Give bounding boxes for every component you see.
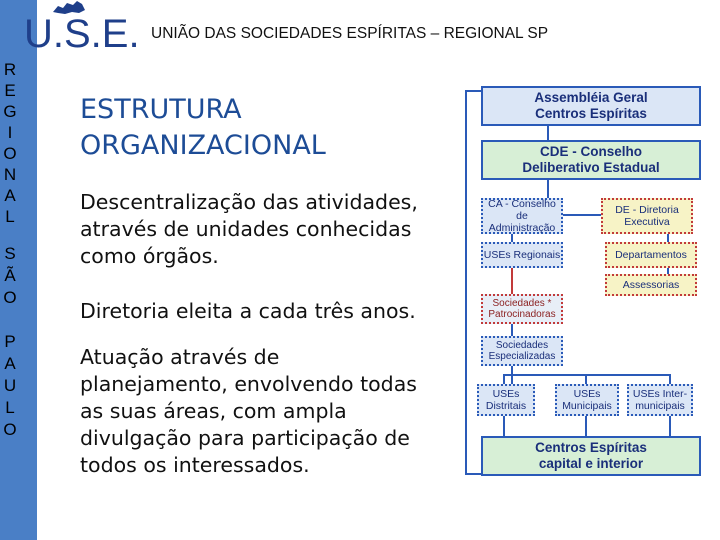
sidebar-letter: P — [4, 332, 16, 351]
sidebar-letter: A — [4, 354, 16, 373]
sidebar-letter: R — [3, 60, 17, 79]
bullet-directorate — [80, 298, 416, 325]
connector-line — [511, 266, 513, 294]
page-header-title: UNIÃO DAS SOCIEDADES ESPÍRITAS – REGIONAL SP — [151, 25, 549, 42]
bullet-line: através de unidades conhecidas — [80, 217, 412, 241]
bullet-line: planejamento, envolvendo todas — [80, 372, 417, 396]
connector-line — [465, 90, 481, 92]
sidebar-letter: E — [4, 81, 16, 100]
bullet-decentralization — [80, 189, 418, 270]
bullet-planning — [80, 344, 417, 479]
de-box: DE - Diretoria Executiva — [601, 198, 693, 234]
bullet-line: Diretoria eleita a cada três anos. — [80, 299, 416, 323]
sidebar-letter: S — [4, 244, 16, 263]
connector-line — [503, 416, 505, 436]
sociedades-patrocinadoras-box: Sociedades * Patrocinadoras — [481, 294, 563, 324]
connector-line — [669, 416, 671, 436]
connector-line — [503, 374, 671, 376]
uses-intermunicipais-box: USEs Inter- municipais — [627, 384, 693, 416]
uses-distritais-box: USEs Distritais — [477, 384, 535, 416]
page-title — [80, 92, 326, 164]
sidebar-letter: U — [3, 376, 17, 395]
sidebar-letter: O — [3, 420, 17, 439]
cde-box: CDE - Conselho Deliberativo Estadual — [481, 140, 701, 180]
connector-line — [503, 374, 505, 384]
bullet-line: Atuação através de — [80, 345, 280, 369]
sociedades-especializadas-box: Sociedades Especializadas — [481, 336, 563, 366]
sidebar-letter: O — [3, 288, 17, 307]
connector-line — [585, 416, 587, 436]
assessorias-box: Assessorias — [605, 274, 697, 296]
connector-line — [669, 374, 671, 384]
bullet-line: Descentralização das atividades, — [80, 190, 418, 214]
connector-line — [561, 214, 601, 216]
sidebar-letter: A — [4, 186, 16, 205]
uses-regionais-box: USEs Regionais — [481, 242, 563, 268]
bullet-line: todos os interessados. — [80, 453, 310, 477]
title-line: ORGANIZACIONAL — [80, 130, 326, 161]
connector-line — [465, 90, 467, 475]
connector-line — [585, 374, 587, 384]
bullet-line: como órgãos. — [80, 244, 219, 268]
centros-espiritas-box: Centros Espíritas capital e interior — [481, 436, 701, 476]
assembleia-geral-box: Assembléia Geral Centros Espíritas — [481, 86, 701, 126]
bullet-line: divulgação para participação de — [80, 426, 410, 450]
sidebar-letter: L — [5, 207, 15, 226]
sidebar-letter: L — [5, 398, 15, 417]
org-chart — [461, 82, 705, 482]
connector-line — [465, 473, 481, 475]
sidebar-letter: Ã — [4, 266, 16, 285]
bullet-line: as suas áreas, com ampla — [80, 399, 347, 423]
sidebar-letter: N — [3, 165, 17, 184]
sidebar-letter: I — [7, 123, 13, 142]
use-logo: U.S.E. — [24, 12, 140, 56]
sidebar-letter: O — [3, 144, 17, 163]
ca-box: CA - Conselho de Administração — [481, 198, 563, 234]
connector-line — [547, 178, 549, 198]
connector-line — [511, 322, 513, 336]
departamentos-box: Departamentos — [605, 242, 697, 268]
title-line: ESTRUTURA — [80, 94, 242, 125]
uses-municipais-box: USEs Municipais — [555, 384, 619, 416]
sidebar-letter: G — [3, 102, 17, 121]
